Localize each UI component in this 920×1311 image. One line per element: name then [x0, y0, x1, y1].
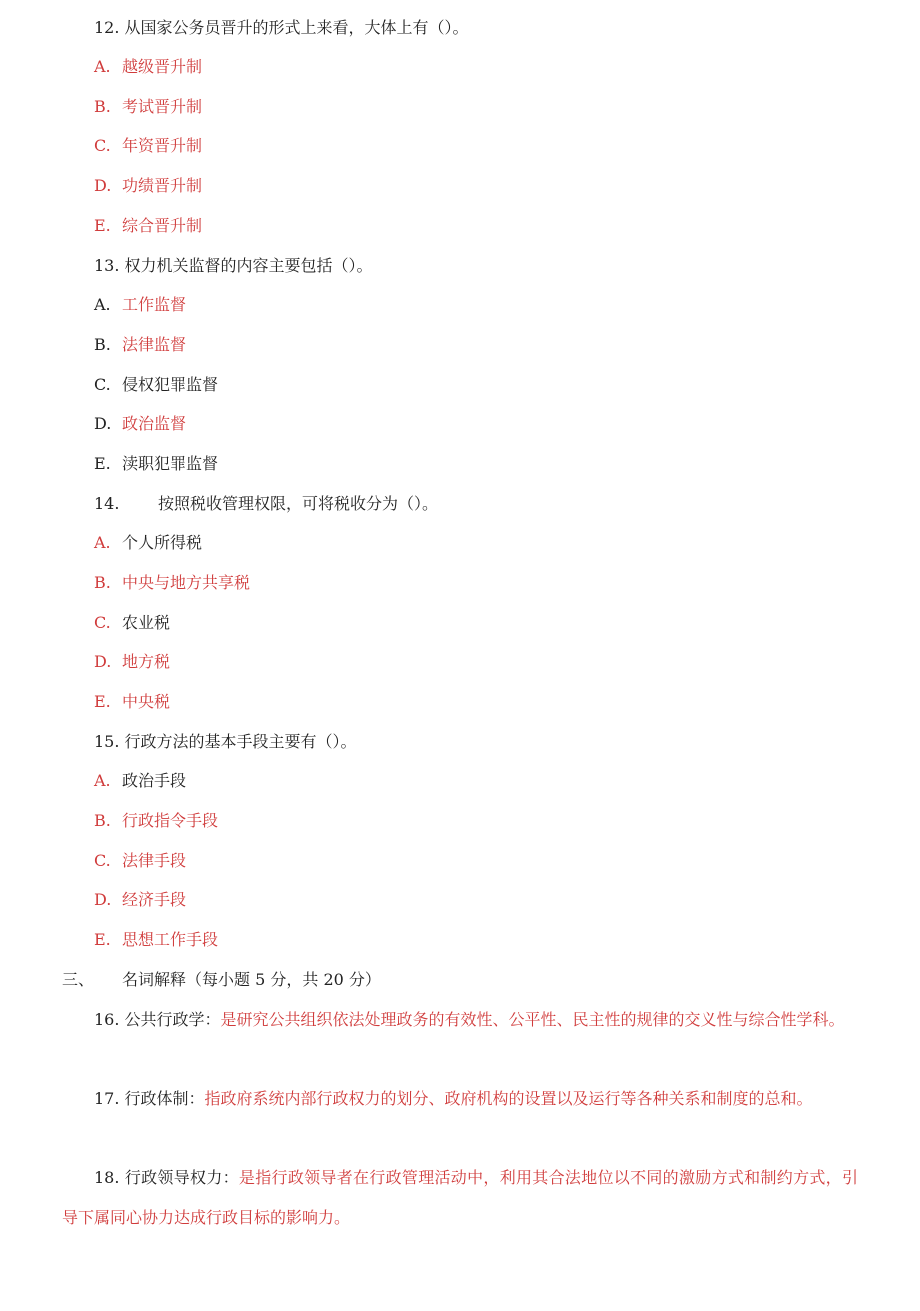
q13-option-c: C. 侵权犯罪监督 [94, 375, 219, 394]
question-14-stem: 14. 按照税收管理权限，可将税收分为（）。 [94, 494, 439, 513]
q14-option-b: B. 中央与地方共享税 [94, 573, 251, 592]
q12-option-e: E. 综合晋升制 [94, 216, 203, 235]
q13-option-b: B. 法律监督 [94, 335, 187, 354]
q14-option-a: A. 个人所得税 [94, 533, 203, 552]
question-15-stem: 15. 行政方法的基本手段主要有（）。 [94, 732, 357, 751]
q13-option-d: D. 政治监督 [94, 414, 187, 433]
q12-option-a: A. 越级晋升制 [94, 57, 203, 76]
q12-option-d: D. 功绩晋升制 [94, 176, 203, 195]
q12-option-c: C. 年资晋升制 [94, 136, 203, 155]
q14-option-c: C. 农业税 [94, 613, 171, 632]
q14-option-e: E. 中央税 [94, 692, 171, 711]
q13-option-e: E. 渎职犯罪监督 [94, 454, 219, 473]
q15-option-e: E. 思想工作手段 [94, 930, 219, 949]
q15-option-b: B. 行政指令手段 [94, 811, 219, 830]
q14-option-d: D. 地方税 [94, 652, 171, 671]
definition-16: 16. 公共行政学：是研究公共组织依法处理政务的有效性、公平性、民主性的规律的交义性与综合性学科。 [94, 1010, 845, 1029]
section-3-heading: 三、 名词解释（每小题 5 分，共 20 分） [62, 970, 381, 989]
q13-option-a: A. 工作监督 [94, 295, 187, 314]
q15-option-d: D. 经济手段 [94, 890, 187, 909]
q12-option-b: B. 考试晋升制 [94, 97, 203, 116]
question-12-stem: 12. 从国家公务员晋升的形式上来看，大体上有（）。 [94, 18, 469, 37]
q15-option-a: A. 政治手段 [94, 771, 187, 790]
definition-17: 17. 行政体制：指政府系统内部行政权力的划分、政府机构的设置以及运行等各种关系和制度的总和。 [94, 1089, 813, 1108]
q15-option-c: C. 法律手段 [94, 851, 187, 870]
definition-18: 18. 行政领导权力：是指行政领导者在行政管理活动中，利用其合法地位以不同的激励方式和制约方式，引导下属同心协力达成行政目标的影响力。 [62, 1168, 858, 1227]
question-13-stem: 13. 权力机关监督的内容主要包括（）。 [94, 256, 373, 275]
